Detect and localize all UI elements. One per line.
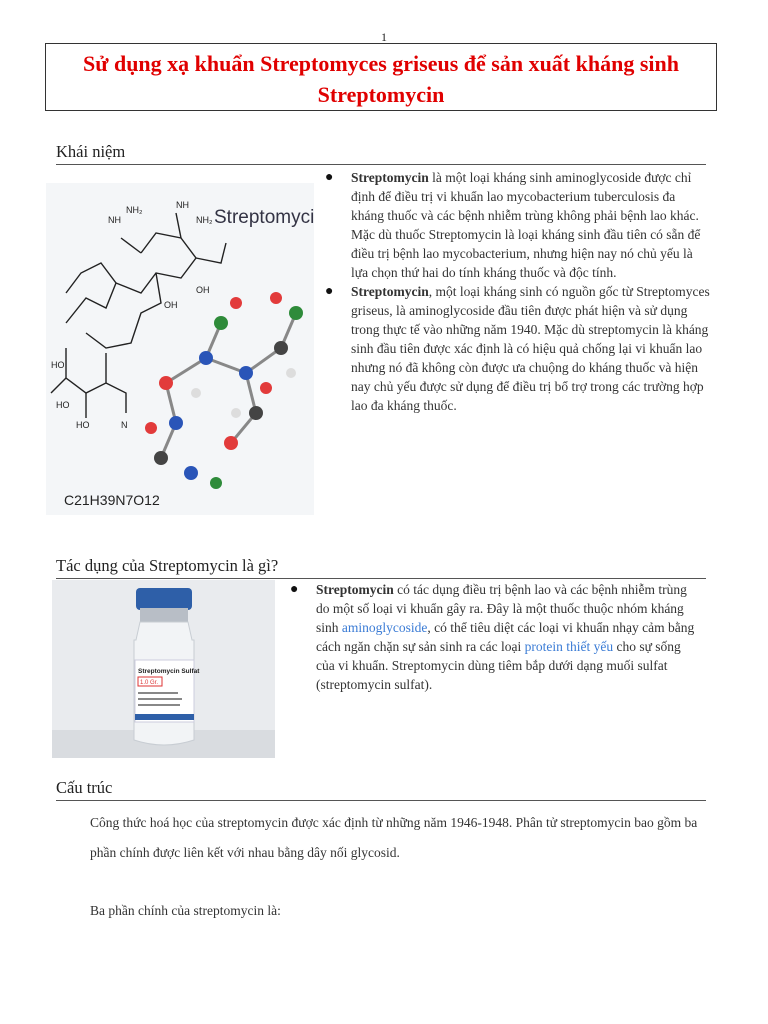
svg-text:HO: HO <box>51 360 65 370</box>
svg-text:HO: HO <box>56 400 70 410</box>
bullet-text: , một loại kháng sinh có nguồn gốc từ Streptomyces griseus, là aminoglycoside đầu tiên được phát hiện và sử dụng trong thực tế vào những năm 1940. Mặc dù streptomycin là kháng sinh đầu tiên được xác định là có hiệu quả chống lại vi khuẩn lao nhưng nó đã không còn được ưa chuộng do kháng thuốc và hiện nay chủ yếu được sử dụng để điều trị bổ trợ trong các trường hợp lao đa kháng thuốc. <box>351 284 710 413</box>
streptomycin-molecule-image <box>46 183 314 515</box>
list-item <box>325 168 710 282</box>
bullet-bold: Streptomycin <box>351 284 429 299</box>
section-heading-effect: Tác dụng của Streptomycin là gì? <box>56 556 706 579</box>
list-item <box>325 282 710 415</box>
svg-text:NH: NH <box>176 200 189 210</box>
bullet-bold: Streptomycin <box>316 582 394 597</box>
molecule-label: Streptomycin <box>214 207 314 228</box>
svg-text:NH: NH <box>108 215 121 225</box>
svg-text:N: N <box>121 420 128 430</box>
list-item <box>290 580 700 694</box>
bullet-text: có tác dụng điều trị bệnh lao và các bệnh nhiễm trùng do một số loại vi khuẩn gây ra. Đây là một thuốc thuộc nhóm kháng sinh <box>316 582 687 635</box>
bullet-bold: Streptomycin <box>351 170 429 185</box>
page-title: Sử dụng xạ khuẩn Streptomyces griseus để sản xuất kháng sinh Streptomycin <box>83 51 679 107</box>
bullet-icon: ● <box>325 284 334 299</box>
title-box <box>45 43 717 111</box>
streptomycin-vial-image <box>52 580 275 758</box>
vial-dose: 1.0 Gr. <box>140 680 159 686</box>
section-heading-structure: Cấu trúc <box>56 778 706 801</box>
bullet-icon: ● <box>325 170 334 185</box>
svg-text:OH: OH <box>196 285 210 295</box>
bullet-text: , có thể tiêu diệt các loại vi khuẩn nhạy cảm bằng cách ngăn chặn sự sản sinh ra các loại <box>316 620 695 654</box>
svg-text:HO: HO <box>76 420 90 430</box>
svg-text:NH₂: NH₂ <box>196 215 213 225</box>
svg-text:OH: OH <box>164 300 178 310</box>
aminoglycoside-link[interactable]: aminoglycoside <box>341 620 428 635</box>
bullet-text: cho sự sống của vi khuẩn. Streptomycin dùng tiêm bắp dưới dạng muối sulfat (streptomycin sulfat). <box>316 639 681 692</box>
page-number: 1 <box>381 30 387 44</box>
vial-label: Streptomycin Sulfat <box>138 668 200 675</box>
concept-bullets <box>325 168 710 415</box>
protein-link[interactable]: protein thiết yếu <box>524 639 614 654</box>
structure-paragraph: Công thức hoá học của streptomycin được xác định từ những năm 1946-1948. Phân tử streptomycin bao gồm ba phần chính được liên kết với nhau bằng dây nối glycosid. <box>90 815 698 860</box>
effect-bullets <box>290 580 700 694</box>
bullet-text: là một loại kháng sinh aminoglycoside được chỉ định để điều trị vi khuẩn lao mycobacterium tuberculosis đa kháng thuốc và các bệnh nhiễm trùng không phải bệnh lao khác. Mặc dù thuốc Streptomycin là loại kháng sinh đầu tiên có sẵn để điều trị bệnh lao mycobacterium, nhưng hiện nay nó chủ yếu là lựa chọn thứ hai do tính kháng thuốc và độc tính. <box>351 170 701 280</box>
bullet-icon: ● <box>290 582 299 597</box>
section-heading-concept: Khái niệm <box>56 142 706 165</box>
structure-paragraph-2: Ba phần chính của streptomycin là: <box>90 903 281 918</box>
molecule-formula: C21H39N7O12 <box>64 492 160 508</box>
svg-text:NH₂: NH₂ <box>126 205 143 215</box>
